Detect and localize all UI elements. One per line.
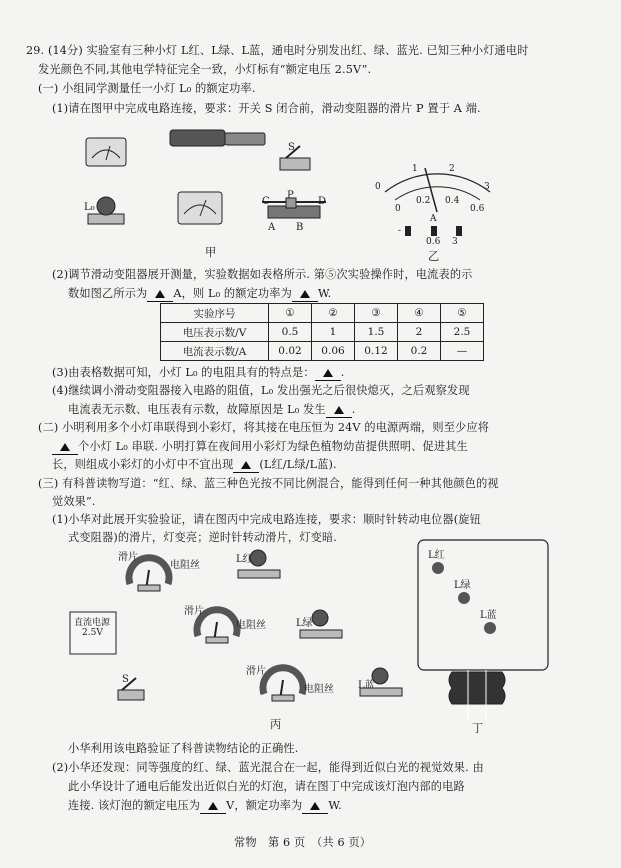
part2a: (二) 小明利用多个小灯串联得到小彩灯，将其接在电压恒为 24V 的电源两端，则至少应将: [38, 421, 490, 434]
table-col-header: ②: [312, 304, 355, 323]
fig-jia-caption: 甲: [205, 246, 217, 259]
part3b: 觉效果”.: [52, 495, 96, 508]
p1-q2a: (2)调节滑动变阻器展开测量，实验数据如表格所示. 第⑤次实验操作时，电流表的示: [52, 268, 473, 281]
part1-title: (一) 小组同学测量任一小灯 L₀ 的额定功率.: [38, 82, 256, 95]
bulb-diagram-ding: [418, 540, 548, 720]
table-col-header: ③: [355, 304, 398, 323]
dial-top-2: 2: [449, 164, 455, 174]
potentiometer-icon: [263, 668, 303, 701]
p3-q1b: 式变阻器)的滑片，灯变亮；逆时针转动滑片，灯变暗.: [68, 531, 337, 544]
rheostat-a-label: A: [268, 222, 276, 233]
p3-q2c-end: W.: [328, 799, 342, 812]
table-cell: 0.5: [269, 323, 312, 342]
dial-terminal-a: A: [430, 214, 437, 224]
switch-s-label-2: S: [122, 674, 129, 685]
p1-q3: (3)由表格数据可知，小灯 L₀ 的电阻具有的特点是： .: [52, 366, 345, 379]
p1-q2b-pre: 数如图乙所示为: [68, 287, 148, 300]
rheostat-d-label: D: [318, 196, 327, 207]
q29-line1: 29. (14分) 实验室有三种小灯 L红、L绿、L蓝，通电时分别发出红、绿、蓝光. 已知三种小灯通电时: [26, 44, 529, 57]
slider-label-1: 滑片: [118, 552, 138, 563]
resistor-wire-label-3: 电阻丝: [304, 684, 334, 695]
table-col-header: ⑤: [441, 304, 484, 323]
part2b-text: 个小灯 L₀ 串联. 小明打算在夜间用小彩灯为绿色植物幼苗提供照明、促进其生: [78, 440, 468, 453]
lamp-green-label: L绿: [296, 618, 313, 629]
p1-q2b-mid: A，则 L₀ 的额定功率为: [173, 287, 292, 300]
rheostat-c-label: C: [262, 196, 270, 207]
answer-blank-voltage[interactable]: [200, 799, 226, 814]
p1-q4b-pre: 电流表无示数、电压表有示数，故障原因是 L₀ 发生: [68, 403, 326, 416]
dial-minus: -: [398, 226, 402, 236]
lamp-blue-label: L蓝: [358, 680, 375, 691]
p3-q2b: 此小华设计了通电后能发出近似白光的灯泡，请在图丁中完成该灯泡内部的电路: [68, 780, 465, 793]
p3-q2c: [68, 799, 342, 814]
table-cell: 2: [398, 323, 441, 342]
answer-triangle-icon: [208, 802, 218, 810]
p3-q1a: (1)小华对此展开实验验证，请在图丙中完成电路连接，要求：顺时针转动电位器(旋钮: [52, 513, 481, 526]
table-cell: 0.06: [312, 342, 355, 361]
dial-terminal-3: 3: [452, 237, 458, 247]
fig-ding-caption: 丁: [472, 722, 484, 735]
table-cell: 0.02: [269, 342, 312, 361]
switch-s-label: S: [288, 142, 295, 153]
q29-line2: 发光颜色不同,其他电学特征完全一致，小灯标有“额定电压 2.5V”.: [38, 63, 372, 76]
part2c-end: (L红/L绿/L蓝).: [259, 458, 337, 471]
lamp-l0-label: L₀: [84, 202, 95, 213]
part2c-pre: 长，则组成小彩灯的小灯中不宜出现: [52, 458, 234, 471]
table-col-header: ①: [269, 304, 312, 323]
ding-lamp-green-label: L绿: [454, 580, 471, 591]
p3-q2c-pre: 连接. 该灯泡的额定电压为: [68, 799, 201, 812]
dial-three: 3: [484, 182, 490, 192]
resistor-wire-label-1: 电阻丝: [170, 560, 200, 571]
table-cell: 0.12: [355, 342, 398, 361]
power-label-1: 直流电源: [74, 618, 111, 628]
dial-zero-bottom: 0: [395, 204, 401, 214]
table-header-cell: 实验序号: [161, 304, 269, 323]
slider-label-3: 滑片: [246, 666, 266, 677]
p1-q4b: 电流表无示数、电压表有示数，故障原因是 L₀ 发生 .: [68, 403, 356, 416]
slider-label-2: 滑片: [184, 606, 204, 617]
resistor-wire-label-2: 电阻丝: [236, 620, 266, 631]
table-header-cell: 电流表示数/A: [161, 342, 269, 361]
p1-q1: (1)请在图甲中完成电路连接，要求：开关 S 闭合前，滑动变阻器的滑片 P 置于 A 端.: [52, 102, 481, 115]
answer-blank-rated-power[interactable]: [302, 799, 328, 814]
part3a: (三) 有科普读物写道：“红、绿、蓝三种色光按不同比例混合，能得到任何一种其他颜色的视: [38, 477, 499, 490]
table-cell: 0.2: [398, 342, 441, 361]
power-label-2: 2.5V: [82, 628, 103, 638]
dial-top-1: 1: [412, 164, 418, 174]
dial-terminal-06: 0.6: [426, 237, 441, 247]
table-cell: 1: [312, 323, 355, 342]
p1-q2b-end: W.: [317, 287, 332, 300]
rheostat-p-label: P: [287, 190, 294, 201]
table-cell: 1.5: [355, 323, 398, 342]
p3-q2a: (2)小华还发现：同等强度的红、绿、蓝光混合在一起，能得到近似白光的视觉效果. 由: [52, 761, 484, 774]
p3-conclusion: 小华利用该电路验证了科普读物结论的正确性.: [68, 742, 299, 755]
table-col-header: ④: [398, 304, 441, 323]
lamp-red-label: L红: [236, 554, 253, 565]
answer-triangle-icon: [310, 802, 320, 810]
page-footer: 常物 第 6 页 （共 6 页）: [234, 836, 372, 849]
dial-bottom-02: 0.2: [416, 196, 431, 206]
dial-bottom-04: 0.4: [445, 196, 460, 206]
p3-q2c-mid: V，额定功率为: [226, 799, 303, 812]
p1-q4a: (4)继续调小滑动变阻器接入电路的阻值，L₀ 发出强光之后很快熄灭，之后观察发现: [52, 384, 470, 397]
p1-q3-pre: (3)由表格数据可知，小灯 L₀ 的电阻具有的特点是：: [52, 366, 315, 379]
fig-yi-caption: 乙: [428, 250, 440, 263]
table-cell: —: [441, 342, 484, 361]
ding-lamp-red-label: L红: [428, 550, 445, 561]
table-cell: 2.5: [441, 323, 484, 342]
dial-bottom-06: 0.6: [470, 204, 485, 214]
table-header-cell: 电压表示数/V: [161, 323, 269, 342]
rheostat-b-label: B: [296, 222, 304, 233]
ding-lamp-blue-label: L蓝: [480, 610, 497, 621]
fig-bing-caption: 丙: [270, 718, 282, 731]
dial-zero-top: 0: [375, 182, 381, 192]
